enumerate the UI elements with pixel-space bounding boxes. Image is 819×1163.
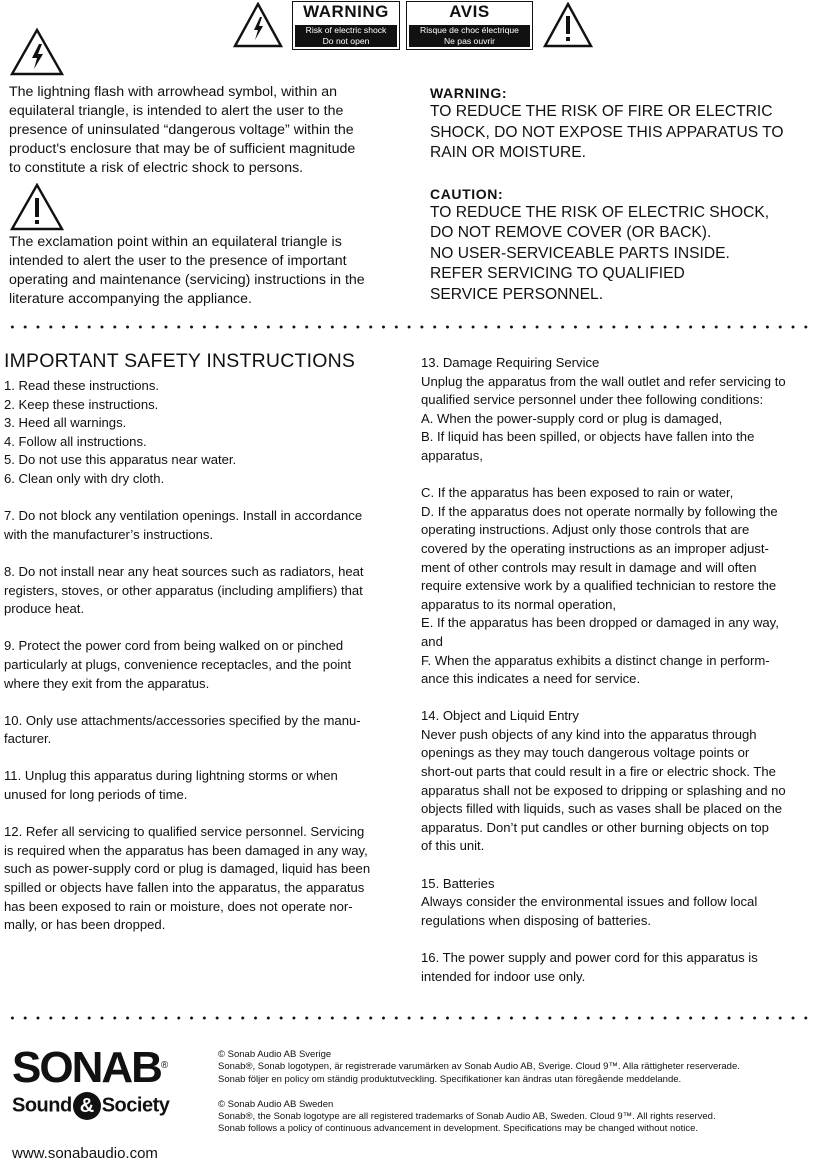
instruction-line: operating instructions. Adjust only those controls that are: [421, 522, 750, 538]
instruction-line: facturer.: [4, 731, 52, 747]
instruction-line: 11. Unplug this apparatus during lightning storms or when: [4, 768, 338, 784]
exclamation-text-line: The exclamation point within an equilateral triangle is: [9, 234, 342, 250]
website-url: www.sonabaudio.com: [12, 1145, 158, 1162]
sonab-logo: [12, 1043, 170, 1120]
caution-line: REFER SERVICING TO QUALIFIED: [430, 265, 685, 282]
instruction-line: A. When the power-supply cord or plug is damaged,: [421, 410, 723, 426]
instruction-line: 1. Read these instructions.: [4, 378, 160, 393]
instruction-line: ment of other controls may result in damage and will often: [421, 559, 757, 575]
instruction-line: covered by the operating instructions as an improper adjust-: [421, 540, 769, 556]
warning-caution-block: [430, 84, 815, 305]
instruction-line: 5. Do not use this apparatus near water.: [4, 452, 237, 468]
logo-wordmark: SONAB: [12, 1043, 161, 1092]
exclamation-explanation: [9, 233, 394, 309]
exclamation-triangle-icon: [543, 2, 593, 48]
registered-mark: ®: [160, 1060, 169, 1071]
warning-label-line1: Risk of electric shock: [305, 25, 387, 35]
blank-line: [421, 856, 816, 875]
instruction-line: 12. Refer all servicing to qualified service personnel. Servicing: [4, 824, 365, 840]
caution-line: SERVICE PERSONNEL.: [430, 285, 604, 303]
instruction-line: regulations when disposing of batteries.: [421, 912, 652, 928]
exclamation-text-line: intended to alert the user to the presence of important: [9, 253, 347, 269]
avis-label-line1: Risque de choc électrique: [420, 25, 519, 35]
legal-line: Sonab följer en policy om ständig produktutveckling. Specifikationer kan ändras utan föregående meddelande.: [218, 1073, 682, 1085]
avis-label-box: [409, 25, 530, 47]
lightning-text-line: product's enclosure that may be of sufficient magnitude: [9, 141, 356, 157]
instruction-line: 10. Only use attachments/accessories specified by the manu-: [4, 712, 361, 728]
instruction-line: 3. Heed all warnings.: [4, 415, 127, 431]
legal-line: Sonab follows a policy of continuous advancement in development. Specifications may be changed without notice.: [218, 1123, 699, 1135]
instruction-line: qualified service personnel under thee following conditions:: [421, 392, 764, 408]
lightning-symbol-icon: [10, 28, 64, 76]
blank-line: [4, 749, 399, 768]
warning-line: RAIN OR MOISTURE.: [430, 144, 586, 161]
avis-label-line2: Ne pas ouvrir: [443, 36, 496, 46]
instruction-line: Never push objects of any kind into the apparatus through: [421, 726, 757, 742]
instruction-line: registers, stoves, or other apparatus (including amplifiers) that: [4, 582, 363, 598]
lightning-text-line: The lightning flash with arrowhead symbol, within an: [9, 84, 338, 100]
blank-line: [421, 466, 816, 485]
caution-line: DO NOT REMOVE COVER (OR BACK).: [430, 224, 712, 241]
legal-line: Sonab®, the Sonab logotype are all registered trademarks of Sonab Audio AB, Sweden. Cloud 9™. All rights reserved.: [218, 1111, 716, 1123]
dotted-divider-bottom: [6, 1016, 813, 1020]
caution-line: TO REDUCE THE RISK OF ELECTRIC SHOCK,: [430, 203, 770, 221]
instruction-line: F. When the apparatus exhibits a distinct change in perform-: [421, 652, 770, 668]
instructions-left-column: [4, 377, 399, 935]
instruction-line: openings as they may touch dangerous voltage points or: [421, 745, 750, 761]
instruction-line: 13. Damage Requiring Service: [421, 355, 600, 370]
caution-line: NO USER-SERVICEABLE PARTS INSIDE.: [430, 244, 730, 262]
instruction-line: 2. Keep these instructions.: [4, 396, 159, 412]
instruction-line: 8. Do not install near any heat sources such as radiators, heat: [4, 563, 364, 579]
warning-label-title: WARNING: [303, 2, 389, 21]
warning-label: [292, 1, 400, 50]
instruction-line: 4. Follow all instructions.: [4, 433, 147, 449]
avis-label-title: AVIS: [449, 2, 490, 21]
instruction-line: apparatus shall not be exposed to dripping or splashing and no: [421, 782, 786, 798]
instruction-line: produce heat.: [4, 601, 85, 617]
blank-line: [4, 693, 399, 712]
instruction-line: 9. Protect the power cord from being walked on or pinched: [4, 638, 344, 654]
legal-line: © Sonab Audio AB Sverige: [218, 1049, 332, 1060]
instruction-line: 14. Object and Liquid Entry: [421, 708, 579, 724]
instruction-line: apparatus. Don’t put candles or other burning objects on top: [421, 819, 769, 835]
lightning-text-line: equilateral triangle, is intended to alert the user to the: [9, 103, 344, 119]
blank-line: [421, 930, 816, 949]
logo-sound: Sound: [12, 1094, 72, 1117]
instructions-right-column: [421, 354, 816, 986]
caution-title: CAUTION:: [430, 185, 504, 202]
exclamation-symbol-icon: [10, 183, 64, 231]
instruction-line: has been exposed to rain or moisture, does not operate nor-: [4, 898, 353, 914]
warning-title: WARNING:: [430, 85, 508, 101]
lightning-triangle-icon: [233, 2, 283, 48]
instruction-line: intended for indoor use only.: [421, 968, 586, 984]
instruction-line: and: [421, 633, 443, 649]
dotted-divider-top: [6, 325, 813, 329]
blank-line: [218, 1086, 808, 1098]
instruction-line: is required when the apparatus has been damaged in any way,: [4, 842, 368, 858]
instruction-line: C. If the apparatus has been exposed to rain or water,: [421, 485, 734, 501]
blank-line: [4, 544, 399, 563]
instruction-line: ance this indicates a need for service.: [421, 671, 641, 687]
instruction-line: short-out parts that could result in a fire or electric shock. The: [421, 764, 776, 780]
warning-line: SHOCK, DO NOT EXPOSE THIS APPARATUS TO: [430, 123, 784, 141]
instruction-line: E. If the apparatus has been dropped or damaged in any way,: [421, 615, 779, 631]
instruction-line: D. If the apparatus does not operate normally by following the: [421, 503, 778, 519]
exclamation-text-line: operating and maintenance (servicing) instructions in the: [9, 272, 365, 288]
warning-line: TO REDUCE THE RISK OF FIRE OR ELECTRIC: [430, 103, 773, 120]
warning-label-box: [295, 25, 397, 47]
instruction-line: particularly at plugs, convenience receptacles, and the point: [4, 656, 352, 672]
instruction-line: unused for long periods of time.: [4, 787, 188, 803]
warning-label-line2: Do not open: [322, 36, 370, 46]
instructions-title: IMPORTANT SAFETY INSTRUCTIONS: [4, 350, 356, 372]
instruction-line: 7. Do not block any ventilation openings. Install in accordance: [4, 508, 363, 524]
instruction-line: 16. The power supply and power cord for this apparatus is: [421, 950, 758, 965]
blank-line: [4, 805, 399, 824]
instruction-line: 6. Clean only with dry cloth.: [4, 470, 165, 486]
instruction-line: Always consider the environmental issues and follow local: [421, 894, 758, 910]
instruction-line: objects filled with liquids, such as vases shall be placed on the: [421, 801, 783, 817]
lightning-text-line: presence of uninsulated “dangerous voltage” within the: [9, 122, 354, 138]
legal-text: [218, 1049, 808, 1136]
instruction-line: spilled or objects have fallen into the apparatus, the apparatus: [4, 880, 365, 896]
instruction-line: such as power-supply cord or plug is damaged, liquid has been: [4, 861, 371, 877]
lightning-explanation: [9, 83, 394, 178]
instruction-line: B. If liquid has been spilled, or objects have fallen into the: [421, 429, 755, 445]
logo-ampersand: &: [73, 1092, 101, 1120]
blank-line: [421, 689, 816, 708]
instruction-line: require extensive work by a qualified technician to restore the: [421, 578, 777, 594]
instruction-line: 15. Batteries: [421, 875, 495, 891]
instruction-line: apparatus,: [421, 447, 483, 463]
instruction-line: with the manufacturer’s instructions.: [4, 526, 214, 542]
exclamation-text-line: literature accompanying the appliance.: [9, 291, 252, 307]
lightning-text-line: to constitute a risk of electric shock to persons.: [9, 160, 304, 176]
instruction-line: mally, or has been dropped.: [4, 917, 166, 933]
logo-society: Society: [101, 1094, 170, 1117]
instruction-line: where they exit from the apparatus.: [4, 675, 210, 691]
blank-line: [4, 489, 399, 508]
instruction-line: Unplug the apparatus from the wall outlet and refer servicing to: [421, 373, 786, 389]
blank-line: [4, 619, 399, 638]
instruction-line: apparatus to its normal operation,: [421, 596, 617, 612]
avis-label: [406, 1, 533, 50]
legal-line: Sonab®, Sonab logotypen, är registrerade varumärken av Sonab Audio AB, Sverige. Cloud 9™. Alla rättigheter reserverade.: [218, 1061, 740, 1073]
instruction-line: of this unit.: [421, 838, 485, 854]
legal-line: © Sonab Audio AB Sweden: [218, 1098, 334, 1110]
